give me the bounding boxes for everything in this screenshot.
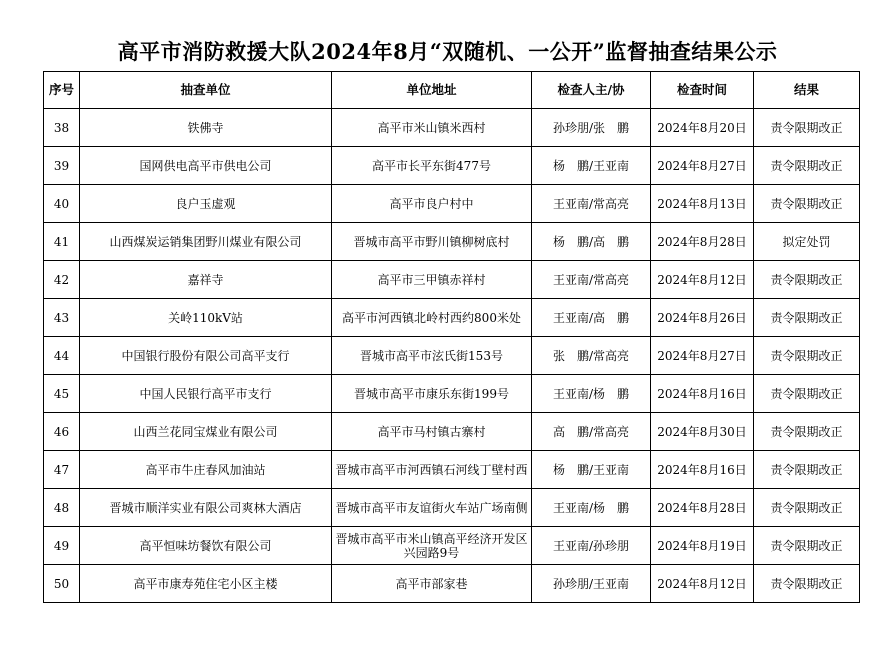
cell-address: 晋城市高平市河西镇石河线丁壁村西 bbox=[332, 451, 532, 489]
cell-date: 2024年8月13日 bbox=[651, 185, 754, 223]
table-row bbox=[44, 299, 860, 337]
cell-result: 责令限期改正 bbox=[754, 299, 860, 337]
cell-index: 39 bbox=[44, 147, 80, 185]
table-row bbox=[44, 527, 860, 565]
table-body bbox=[44, 109, 860, 603]
cell-index: 40 bbox=[44, 185, 80, 223]
cell-unit: 嘉祥寺 bbox=[80, 261, 332, 299]
cell-date: 2024年8月12日 bbox=[651, 565, 754, 603]
table-row bbox=[44, 413, 860, 451]
cell-address: 晋城市高平市泫氏街153号 bbox=[332, 337, 532, 375]
cell-result: 责令限期改正 bbox=[754, 185, 860, 223]
table-row bbox=[44, 337, 860, 375]
cell-result: 责令限期改正 bbox=[754, 261, 860, 299]
cell-index: 46 bbox=[44, 413, 80, 451]
cell-date: 2024年8月19日 bbox=[651, 527, 754, 565]
cell-inspectors: 王亚南/杨 鹏 bbox=[532, 375, 651, 413]
cell-result: 责令限期改正 bbox=[754, 489, 860, 527]
cell-inspectors: 孙珍朋/张 鹏 bbox=[532, 109, 651, 147]
cell-address: 晋城市高平市野川镇柳树底村 bbox=[332, 223, 532, 261]
cell-address: 高平市长平东街477号 bbox=[332, 147, 532, 185]
table-row bbox=[44, 109, 860, 147]
cell-unit: 高平恒味坊餐饮有限公司 bbox=[80, 527, 332, 565]
cell-date: 2024年8月26日 bbox=[651, 299, 754, 337]
cell-inspectors: 王亚南/杨 鹏 bbox=[532, 489, 651, 527]
cell-inspectors: 王亚南/孙珍朋 bbox=[532, 527, 651, 565]
cell-inspectors: 孙珍朋/王亚南 bbox=[532, 565, 651, 603]
table-row bbox=[44, 261, 860, 299]
page-title: 高平市消防救援大队2024年8月“双随机、一公开”监督抽查结果公示 bbox=[117, 39, 778, 64]
cell-index: 44 bbox=[44, 337, 80, 375]
cell-index: 43 bbox=[44, 299, 80, 337]
cell-date: 2024年8月27日 bbox=[651, 147, 754, 185]
cell-result: 责令限期改正 bbox=[754, 451, 860, 489]
cell-unit: 中国银行股份有限公司高平支行 bbox=[80, 337, 332, 375]
cell-index: 50 bbox=[44, 565, 80, 603]
cell-result: 责令限期改正 bbox=[754, 565, 860, 603]
cell-address: 高平市马村镇古寨村 bbox=[332, 413, 532, 451]
cell-inspectors: 王亚南/常高亮 bbox=[532, 185, 651, 223]
cell-address: 高平市良户村中 bbox=[332, 185, 532, 223]
table-row bbox=[44, 375, 860, 413]
header-inspectors: 检查人主/协 bbox=[532, 72, 651, 109]
cell-address: 高平市河西镇北岭村西约800米处 bbox=[332, 299, 532, 337]
cell-address: 高平市米山镇米西村 bbox=[332, 109, 532, 147]
cell-unit: 中国人民银行高平市支行 bbox=[80, 375, 332, 413]
header-index: 序号 bbox=[44, 72, 80, 109]
header-date: 检查时间 bbox=[651, 72, 754, 109]
cell-address: 高平市部家巷 bbox=[332, 565, 532, 603]
inspection-results-table bbox=[43, 71, 860, 603]
cell-date: 2024年8月20日 bbox=[651, 109, 754, 147]
cell-unit: 关岭110kV站 bbox=[80, 299, 332, 337]
cell-unit: 铁佛寺 bbox=[80, 109, 332, 147]
cell-unit: 高平市康寿苑住宅小区主楼 bbox=[80, 565, 332, 603]
header-address: 单位地址 bbox=[332, 72, 532, 109]
cell-result: 责令限期改正 bbox=[754, 527, 860, 565]
cell-index: 48 bbox=[44, 489, 80, 527]
cell-date: 2024年8月30日 bbox=[651, 413, 754, 451]
cell-result: 责令限期改正 bbox=[754, 337, 860, 375]
cell-date: 2024年8月27日 bbox=[651, 337, 754, 375]
cell-date: 2024年8月28日 bbox=[651, 489, 754, 527]
cell-inspectors: 王亚南/常高亮 bbox=[532, 261, 651, 299]
cell-index: 49 bbox=[44, 527, 80, 565]
cell-result: 责令限期改正 bbox=[754, 147, 860, 185]
cell-unit: 晋城市顺洋实业有限公司爽林大酒店 bbox=[80, 489, 332, 527]
table-row bbox=[44, 565, 860, 603]
cell-unit: 山西兰花同宝煤业有限公司 bbox=[80, 413, 332, 451]
cell-result: 责令限期改正 bbox=[754, 109, 860, 147]
table-row bbox=[44, 451, 860, 489]
cell-unit: 山西煤炭运销集团野川煤业有限公司 bbox=[80, 223, 332, 261]
cell-result: 责令限期改正 bbox=[754, 375, 860, 413]
table-row bbox=[44, 223, 860, 261]
cell-index: 45 bbox=[44, 375, 80, 413]
cell-inspectors: 张 鹏/常高亮 bbox=[532, 337, 651, 375]
table-header-row bbox=[44, 72, 860, 109]
cell-address: 晋城市高平市米山镇高平经济开发区兴园路9号 bbox=[332, 527, 532, 565]
cell-unit: 高平市牛庄春风加油站 bbox=[80, 451, 332, 489]
cell-inspectors: 杨 鹏/王亚南 bbox=[532, 451, 651, 489]
cell-unit: 良户玉虚观 bbox=[80, 185, 332, 223]
cell-index: 41 bbox=[44, 223, 80, 261]
header-unit: 抽查单位 bbox=[80, 72, 332, 109]
cell-inspectors: 杨 鹏/高 鹏 bbox=[532, 223, 651, 261]
header-result: 结果 bbox=[754, 72, 860, 109]
cell-result: 拟定处罚 bbox=[754, 223, 860, 261]
table-row bbox=[44, 489, 860, 527]
cell-address: 晋城市高平市友谊街火车站广场南侧 bbox=[332, 489, 532, 527]
cell-index: 38 bbox=[44, 109, 80, 147]
cell-result: 责令限期改正 bbox=[754, 413, 860, 451]
cell-date: 2024年8月28日 bbox=[651, 223, 754, 261]
cell-date: 2024年8月16日 bbox=[651, 375, 754, 413]
cell-address: 高平市三甲镇赤祥村 bbox=[332, 261, 532, 299]
cell-unit: 国网供电高平市供电公司 bbox=[80, 147, 332, 185]
cell-inspectors: 王亚南/高 鹏 bbox=[532, 299, 651, 337]
cell-index: 47 bbox=[44, 451, 80, 489]
cell-date: 2024年8月12日 bbox=[651, 261, 754, 299]
table-row bbox=[44, 147, 860, 185]
table-row bbox=[44, 185, 860, 223]
cell-inspectors: 杨 鹏/王亚南 bbox=[532, 147, 651, 185]
cell-address: 晋城市高平市康乐东街199号 bbox=[332, 375, 532, 413]
cell-inspectors: 高 鹏/常高亮 bbox=[532, 413, 651, 451]
cell-index: 42 bbox=[44, 261, 80, 299]
cell-date: 2024年8月16日 bbox=[651, 451, 754, 489]
